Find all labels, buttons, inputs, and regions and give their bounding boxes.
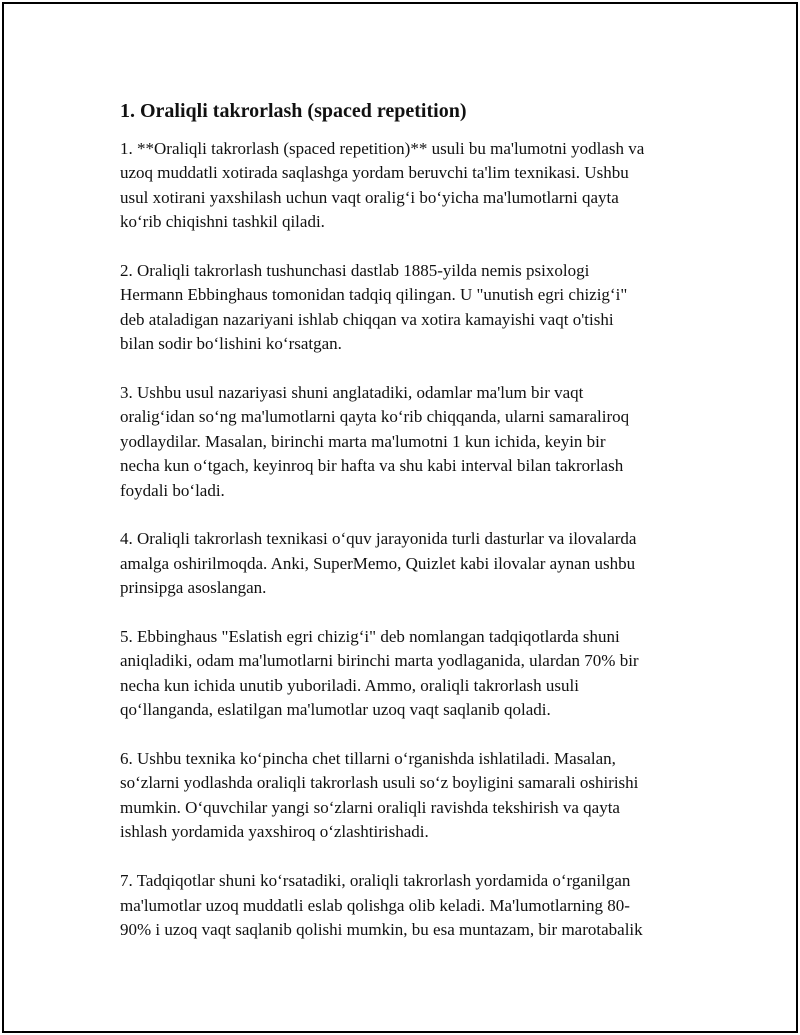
paragraph-line: 1. **Oraliqli takrorlash (spaced repetition)** usuli bu ma'lumotni yodlash va — [120, 139, 645, 158]
paragraph-line: prinsipga asoslangan. — [120, 578, 267, 598]
paragraph-line: usul xotirani yaxshilash uchun vaqt oralig‘i bo‘yicha ma'lumotlarni qayta — [120, 187, 619, 207]
document-title: 1. Oraliqli takrorlash (spaced repetition) — [120, 100, 467, 122]
paragraph-line: 6. Ushbu texnika ko‘pincha chet tillarni o‘rganishda ishlatiladi. Masalan, — [120, 749, 616, 769]
paragraph-line: 4. Oraliqli takrorlash texnikasi o‘quv jarayonida turli dasturlar va ilovalarda — [120, 529, 637, 549]
paragraph-line: ma'lumotlar uzoq muddatli eslab qolishga olib keladi. Ma'lumotlarning 80- — [120, 895, 630, 915]
paragraph-line: ko‘rib chiqishni tashkil qiladi. — [120, 212, 325, 232]
paragraph-6 — [120, 747, 700, 845]
paragraph-line: bilan sodir bo‘lishini ko‘rsatgan. — [120, 334, 342, 354]
paragraph-line: 90% i uzoq vaqt saqlanib qolishi mumkin, bu esa muntazam, bir marotabalik — [120, 919, 643, 939]
paragraph-line: qo‘llanganda, eslatilgan ma'lumotlar uzoq vaqt saqlanib qoladi. — [120, 700, 551, 720]
paragraph-line: mumkin. O‘quvchilar yangi so‘zlarni oraliqli ravishda tekshirish va qayta — [120, 797, 620, 817]
paragraph-line: so‘zlarni yodlashda oraliqli takrorlash usuli so‘z boyligini samarali oshirishi — [120, 773, 639, 793]
paragraph-5 — [120, 625, 700, 723]
paragraph-line: 2. Oraliqli takrorlash tushunchasi dastlab 1885-yilda nemis psixologi — [120, 261, 590, 281]
paragraph-line: 5. Ebbinghaus "Eslatish egri chizig‘i" deb nomlangan tadqiqotlarda shuni — [120, 627, 620, 647]
paragraph-7 — [120, 869, 700, 942]
document-body — [120, 98, 700, 967]
paragraph-line: necha kun o‘tgach, keyinroq bir hafta va shu kabi interval bilan takrorlash — [120, 456, 624, 476]
paragraph-line: yodlaydilar. Masalan, birinchi marta ma'lumotni 1 kun ichida, keyin bir — [120, 431, 606, 451]
paragraph-1 — [120, 137, 700, 235]
paragraph-2 — [120, 259, 700, 357]
paragraph-line: deb ataladigan nazariyani ishlab chiqqan va xotira kamayishi vaqt o'tishi — [120, 309, 614, 329]
paragraph-line: oralig‘idan so‘ng ma'lumotlarni qayta ko‘rib chiqqanda, ularni samaraliroq — [120, 407, 630, 427]
paragraph-line: amalga oshirilmoqda. Anki, SuperMemo, Quizlet kabi ilovalar aynan ushbu — [120, 553, 636, 573]
paragraph-3 — [120, 381, 700, 503]
paragraph-4 — [120, 527, 700, 600]
paragraph-line: 3. Ushbu usul nazariyasi shuni anglatadiki, odamlar ma'lum bir vaqt — [120, 383, 584, 403]
paragraph-line: foydali bo‘ladi. — [120, 480, 225, 500]
paragraph-line: Hermann Ebbinghaus tomonidan tadqiq qilingan. U "unutish egri chizig‘i" — [120, 285, 628, 305]
paragraph-line: necha kun ichida unutib yuboriladi. Ammo, oraliqli takrorlash usuli — [120, 675, 579, 695]
paragraph-line: ishlash yordamida yaxshiroq o‘zlashtirishadi. — [120, 822, 429, 842]
document-page — [2, 2, 798, 1033]
paragraph-line: uzoq muddatli xotirada saqlashga yordam beruvchi ta'lim texnikasi. Ushbu — [120, 163, 629, 183]
paragraph-line: 7. Tadqiqotlar shuni ko‘rsatadiki, oraliqli takrorlash yordamida o‘rganilgan — [120, 871, 631, 891]
paragraph-line: aniqladiki, odam ma'lumotlarni birinchi marta yodlaganida, ulardan 70% bir — [120, 651, 639, 671]
